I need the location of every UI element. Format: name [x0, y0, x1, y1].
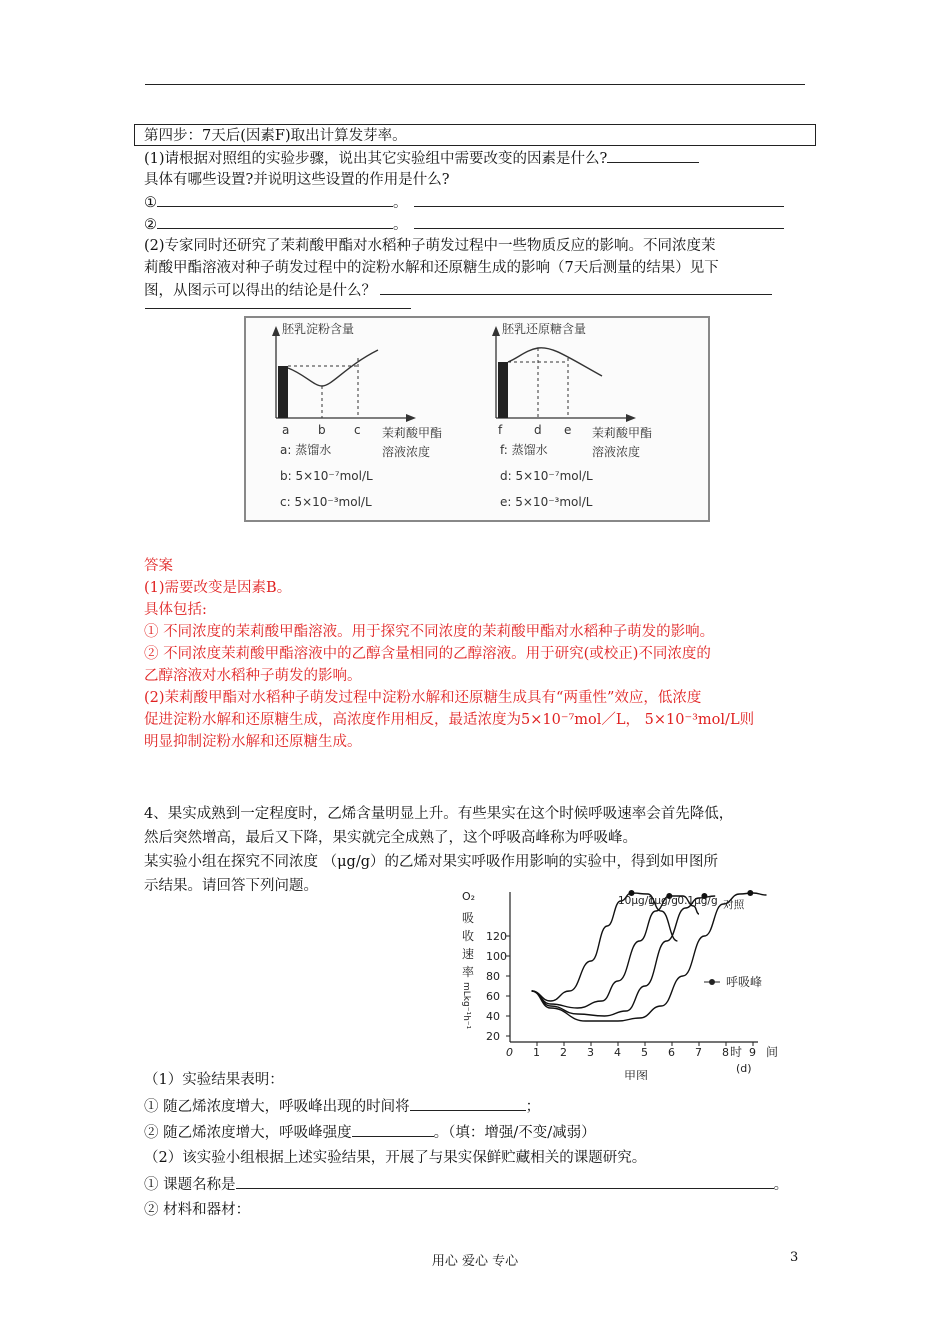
x-tick-label: 1: [533, 1046, 540, 1059]
step4-text: 第四步：7天后(因素F)取出计算发芽率。: [144, 128, 407, 144]
left-legend-a: a: 蒸馏水: [280, 443, 332, 457]
q1-line1: (1)请根据对照组的实验步骤，说出其它实验组中需要改变的因素是什么?: [144, 148, 699, 169]
y-tick-label: 40: [486, 1010, 500, 1023]
y-axis-label-char: 率: [462, 965, 475, 979]
x-axis-label-jian: 间: [766, 1045, 779, 1059]
y-tick-label: 80: [486, 970, 500, 983]
answer-line-5: 乙醇溶液对水稻种子萌发的影响。: [144, 668, 362, 684]
right-xlabel-1: 茉莉酸甲酯: [592, 426, 653, 440]
series-line: [532, 896, 699, 1008]
q4-sub-5: ① 课题名称是 。: [144, 1174, 788, 1195]
x-axis-arrow: [406, 414, 416, 422]
control-bar: [278, 366, 288, 418]
right-xlabel-2: 溶液浓度: [592, 445, 641, 459]
header-rule: [145, 84, 805, 85]
y-axis-label-char: 吸: [462, 911, 475, 925]
answer-blank[interactable]: [380, 280, 772, 295]
answer-blank[interactable]: [410, 1096, 526, 1111]
left-panel: [272, 321, 442, 509]
q4-para-4: 示结果。请回答下列问题。: [144, 878, 318, 894]
answer-line-1: (1)需要改变是因素B。: [144, 580, 292, 596]
tick-d: d: [534, 423, 542, 437]
x-tick-label: 7: [695, 1046, 702, 1059]
x-tick-label: 3: [587, 1046, 594, 1059]
answer-line-8: 明显抑制淀粉水解和还原糖生成。: [144, 734, 362, 750]
right-legend-f: f: 蒸馏水: [500, 443, 548, 457]
y-tick-label: 120: [486, 930, 507, 943]
answer-line-3: ① 不同浓度的茉莉酸甲酯溶液。用于探究不同浓度的茉莉酸甲酯对水稻种子萌发的影响。: [144, 624, 715, 640]
y-tick-label: 20: [486, 1030, 500, 1043]
figure-starch-sugar: [244, 316, 710, 522]
left-legend-c: c: 5×10⁻³mol/L: [280, 495, 372, 509]
chart-title: 甲图: [624, 1069, 649, 1080]
right-ylabel: 胚乳还原糖含量: [502, 322, 587, 336]
starch-curve: [288, 350, 378, 386]
answer-blank[interactable]: [157, 214, 393, 229]
q2-line2: 莉酸甲酯溶液对种子萌发过程中的淀粉水解和还原糖生成的影响（7天后测量的结果）见下: [144, 260, 719, 276]
answer-blank[interactable]: [236, 1174, 774, 1189]
q4-sub-6: ② 材料和器材：: [144, 1202, 251, 1218]
y-axis-arrow: [272, 326, 280, 336]
answer-blank[interactable]: [414, 214, 784, 229]
answer-line-2: 具体包括:: [144, 602, 207, 618]
right-panel: [492, 321, 652, 509]
legend-peak-label: 呼吸峰: [726, 975, 763, 989]
series-peak-marker: [747, 890, 753, 896]
tick-f: f: [498, 423, 503, 437]
x-tick-label: 5: [641, 1046, 648, 1059]
y-axis-label-char: 收: [462, 929, 475, 943]
q4-para-1: 4、果实成熟到一定程度时，乙烯含量明显上升。有些果实在这个时候呼吸速率会首先降低，: [144, 806, 734, 822]
answer-blank[interactable]: [157, 192, 393, 207]
x-axis-unit: (d): [736, 1062, 752, 1075]
series-line: [532, 896, 716, 1016]
series-label: 0.1μg/g: [677, 895, 718, 907]
x-axis-label-shi: 时: [730, 1045, 743, 1059]
q1-item2: ② 。: [144, 214, 784, 235]
answer-blank[interactable]: [414, 192, 784, 207]
control-bar: [498, 362, 508, 418]
tick-c: c: [354, 423, 361, 437]
answer-blank[interactable]: [352, 1122, 434, 1137]
answer-line-4: ② 不同浓度茉莉酸甲酯溶液中的乙醇含量相同的乙醇溶液。用于研究(或校正)不同浓度的: [144, 646, 711, 662]
q4-para-2: 然后突然增高，最后又下降，果实就完全成熟了，这个呼吸高峰称为呼吸峰。: [144, 830, 637, 846]
y-tick-label: 60: [486, 990, 500, 1003]
series-label: 10μg/g: [618, 895, 655, 907]
answer-line-7: 促进淀粉水解和还原糖生成，高浓度作用相反，最适浓度为5×10⁻⁷mol／L， 5×10⁻³mol/L则: [144, 712, 755, 728]
q4-para-3: 某实验小组在探究不同浓度 （μg/g）的乙烯对果实呼吸作用影响的实验中，得到如甲图所: [144, 854, 718, 870]
q1-item1: ① 。: [144, 192, 784, 213]
x-axis-arrow: [626, 414, 636, 422]
series-label: 1μg/g: [647, 895, 678, 907]
right-legend-d: d: 5×10⁻⁷mol/L: [500, 469, 593, 483]
q1-line2: 具体有哪些设置?并说明这些设置的作用是什么?: [144, 172, 450, 188]
answer-line-6: (2)茉莉酸甲酯对水稻种子萌发过程中淀粉水解和还原糖生成具有“两重性”效应，低浓度: [144, 690, 702, 706]
y-axis-unit: mLkg⁻¹h⁻¹: [461, 982, 471, 1030]
answer-blank[interactable]: [607, 148, 699, 163]
left-ylabel: 胚乳淀粉含量: [282, 322, 355, 336]
series-label: 对照: [723, 899, 745, 911]
q2-line1: (2)专家同时还研究了茉莉酸甲酯对水稻种子萌发过程中一些物质反应的影响。不同浓度茉: [144, 238, 716, 254]
x-tick-label: 0: [506, 1046, 513, 1059]
answer-title: 答案: [144, 558, 173, 574]
page-number: 3: [790, 1250, 799, 1265]
y-axis-arrow: [492, 326, 500, 336]
left-xlabel-1: 茉莉酸甲酯: [382, 426, 443, 440]
tick-e: e: [564, 423, 572, 437]
left-xlabel-2: 溶液浓度: [382, 445, 431, 459]
y-tick-label: 100: [486, 950, 507, 963]
figure-starch-sugar-svg: [246, 318, 708, 520]
q2-line3: 图，从图示可以得出的结论是什么？: [144, 280, 772, 301]
q4-sub-3: ② 随乙烯浓度增大，呼吸峰强度 。（填：增强/不变/减弱）: [144, 1122, 596, 1143]
page-footer: 用心 爱心 专心: [431, 1254, 519, 1269]
x-tick-label: 8: [722, 1046, 729, 1059]
series-line: [532, 893, 767, 1021]
q4-sub-1: （1）实验结果表明：: [144, 1072, 284, 1088]
x-tick-label: 9: [749, 1046, 756, 1059]
q4-sub-2: ① 随乙烯浓度增大，呼吸峰出现的时间将 ；: [144, 1096, 540, 1117]
right-legend-e: e: 5×10⁻³mol/L: [500, 495, 593, 509]
tick-b: b: [318, 423, 326, 437]
answer-blank[interactable]: [145, 308, 411, 309]
left-legend-b: b: 5×10⁻⁷mol/L: [280, 469, 373, 483]
series-line: [532, 893, 678, 1001]
respiration-chart: [458, 884, 788, 1080]
q4-sub-4: （2）该实验小组根据上述实验结果，开展了与果实保鲜贮藏相关的课题研究。: [144, 1150, 647, 1166]
respiration-chart-svg: [458, 884, 788, 1080]
tick-a: a: [282, 423, 290, 437]
y-axis-label-char: 速: [462, 947, 475, 961]
y-axis-o2-label: O₂: [462, 890, 476, 903]
x-tick-label: 4: [614, 1046, 621, 1059]
x-tick-label: 6: [668, 1046, 675, 1059]
x-tick-label: 2: [560, 1046, 567, 1059]
